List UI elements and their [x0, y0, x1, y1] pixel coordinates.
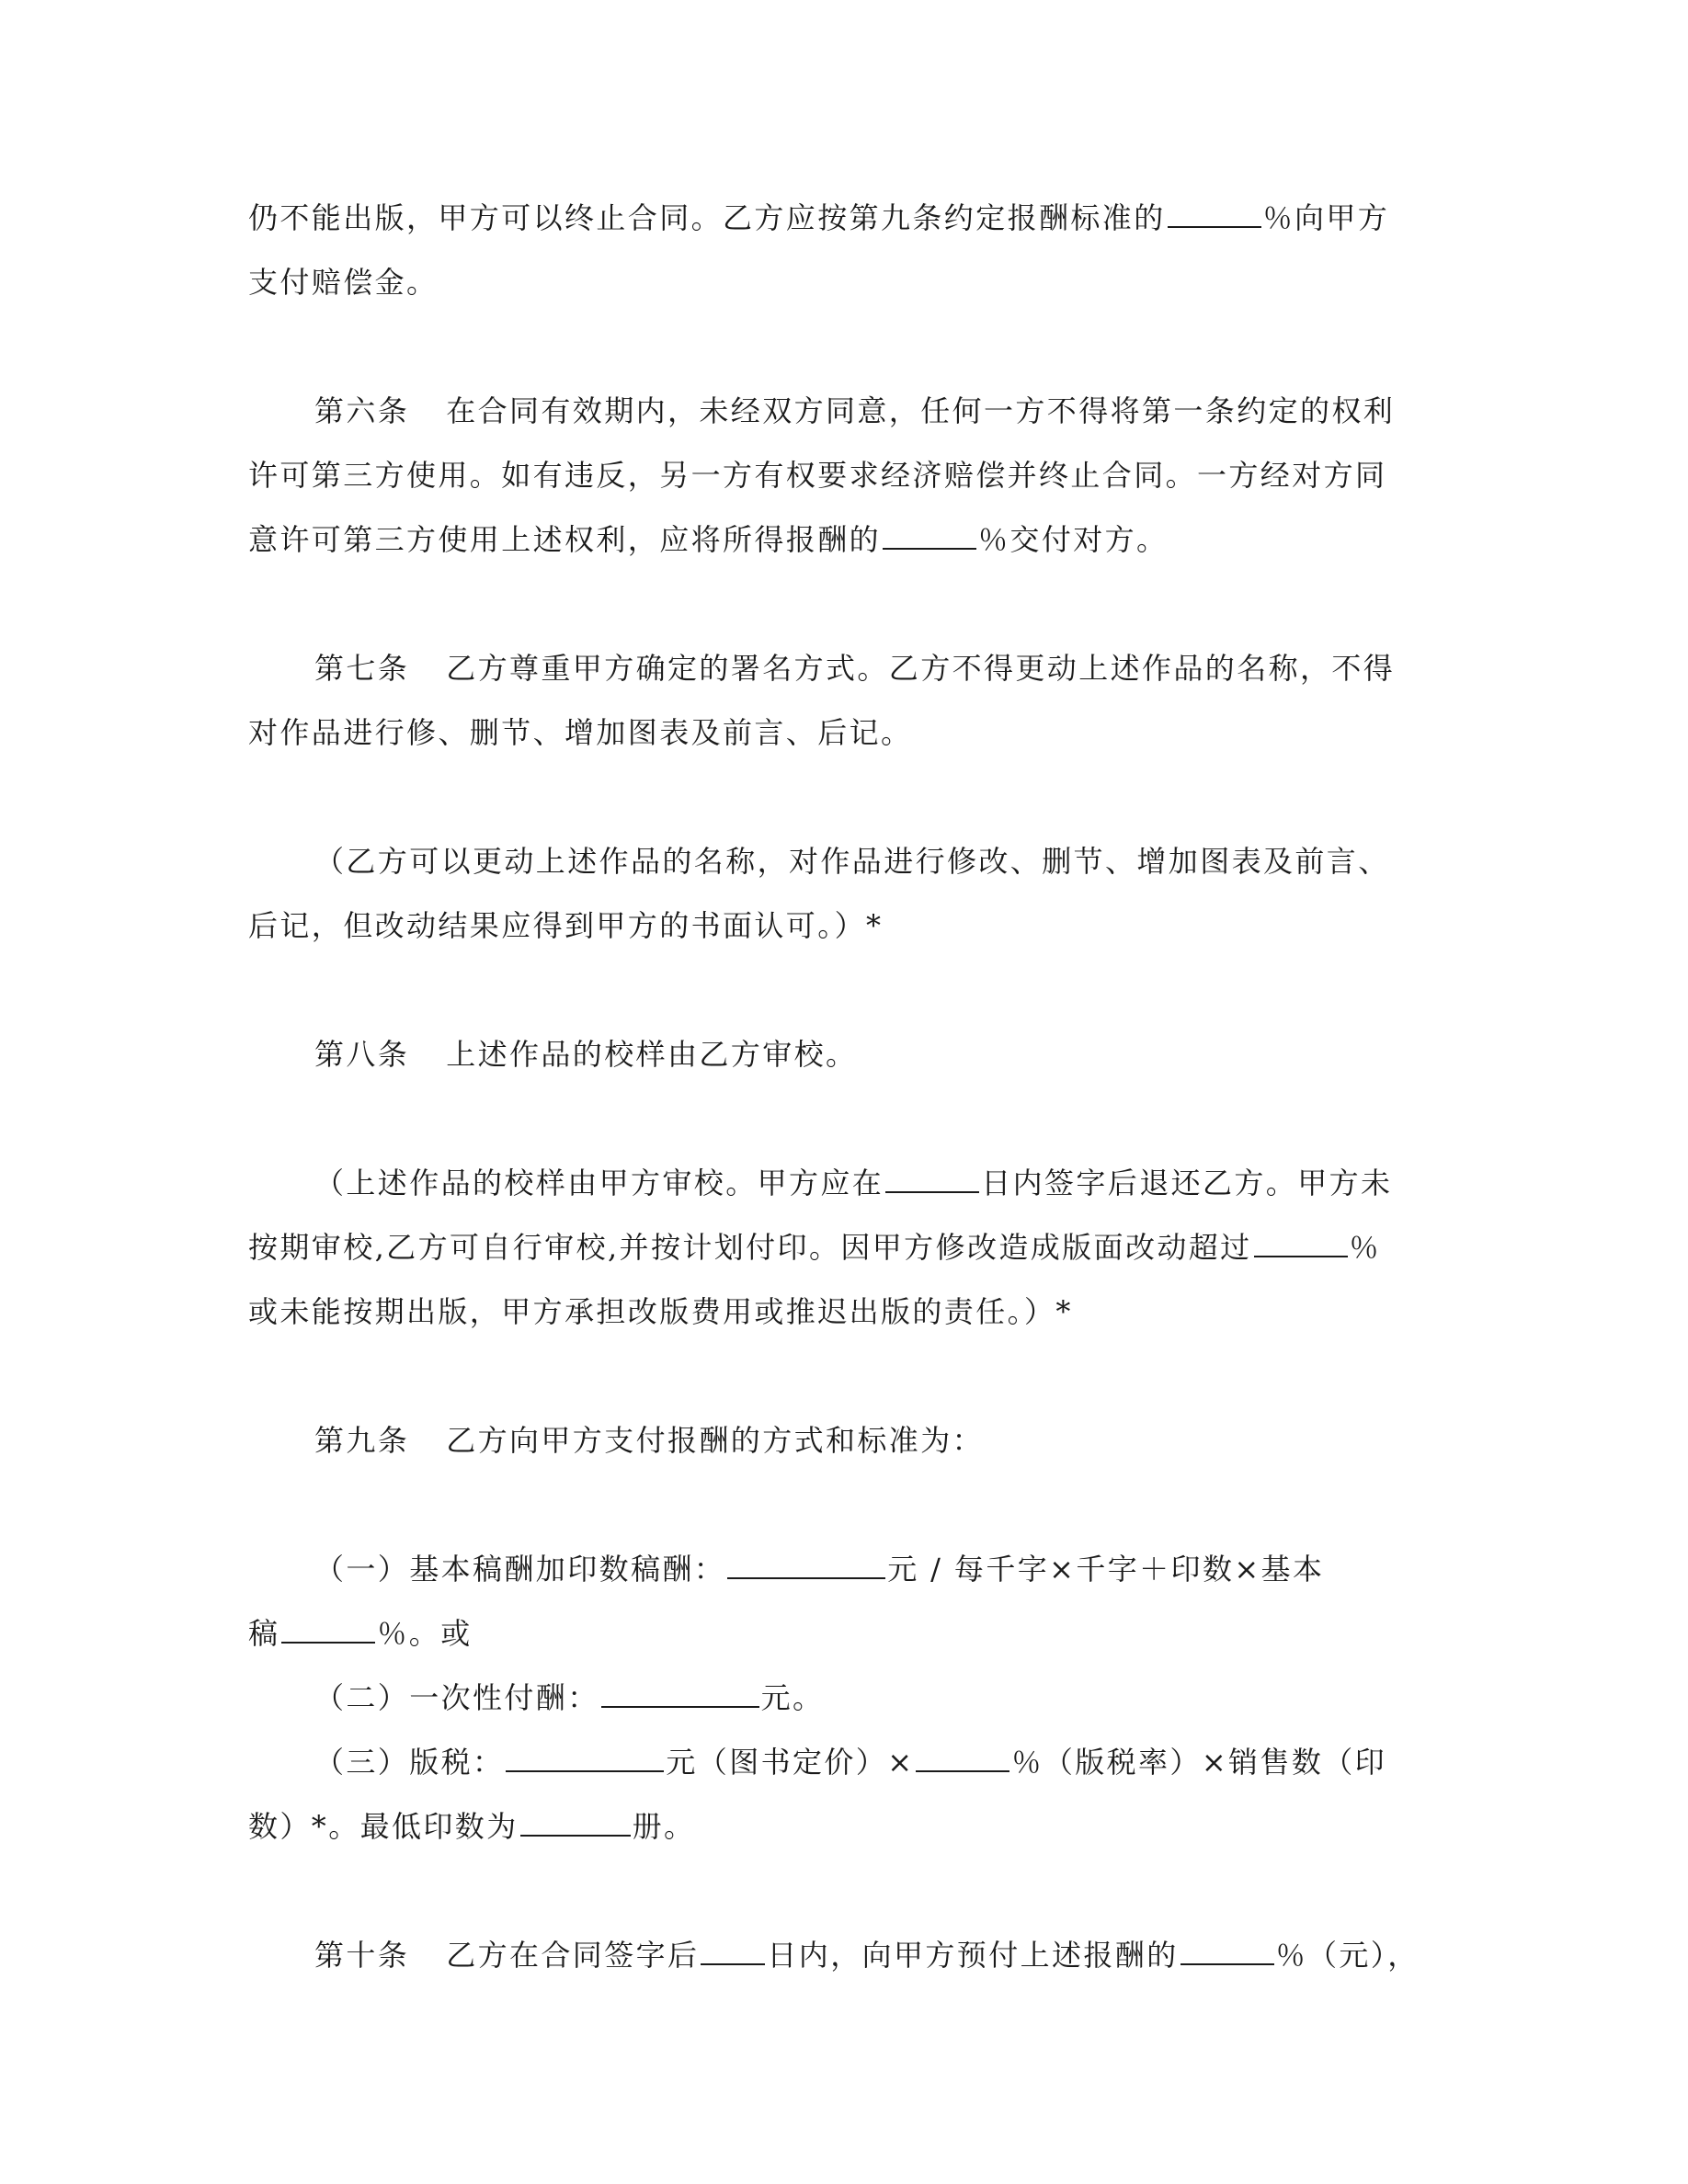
text-segment: 后记，但改动结果应得到甲方的书面认可。）* [248, 908, 884, 943]
blank-percent [281, 1614, 375, 1644]
text-segment: 元 / 每千字×千字＋印数×基本 [887, 1552, 1325, 1587]
text-segment: 上述作品的校样由乙方审校。 [446, 1037, 858, 1072]
blank-min-print [520, 1807, 631, 1837]
text-segment: （二）一次性付酬： [314, 1680, 599, 1715]
article6-line-3 [248, 518, 1453, 561]
blank-percent [916, 1743, 1009, 1772]
article10-line-1 [314, 1934, 1454, 1976]
article8-line-1 [314, 1033, 1454, 1075]
text-segment: 对作品进行修、删节、增加图表及前言、后记。 [248, 715, 913, 750]
article8-alternative-line-3 [248, 1291, 1453, 1333]
text-segment: （一）基本稿酬加印数稿酬： [314, 1552, 726, 1587]
text-segment: 乙方尊重甲方确定的署名方式。乙方不得更动上述作品的名称，不得 [446, 651, 1396, 686]
text-segment: 元（图书定价）× [666, 1745, 915, 1780]
text-segment: 日内，向甲方预付上述报酬的 [767, 1938, 1179, 1973]
text-segment: ％（版税率）×销售数（印 [1011, 1745, 1387, 1780]
blank-percent [883, 520, 976, 550]
article5-continuation-line-1 [248, 197, 1453, 239]
blank-days [701, 1936, 765, 1965]
text-segment: 意许可第三方使用上述权利，应将所得报酬的 [248, 522, 882, 557]
text-segment: ％ [1349, 1230, 1381, 1265]
article7-alternative-line-1 [314, 840, 1454, 882]
article10-heading: 第十条 [314, 1938, 410, 1973]
article9-line-1 [314, 1419, 1454, 1462]
text-segment: ％交付对方。 [978, 522, 1169, 557]
text-segment: 稿 [248, 1616, 280, 1651]
text-segment: 元。 [760, 1680, 825, 1715]
text-segment: 册。 [632, 1809, 696, 1844]
text-segment: 按期审校,乙方可自行审校,并按计划付印。因甲方修改造成版面改动超过 [248, 1230, 1252, 1265]
article8-alternative-line-1 [314, 1162, 1454, 1204]
article9-item1-line-1 [314, 1548, 1454, 1590]
blank-amount [601, 1678, 759, 1708]
text-segment: ％向甲方 [1262, 200, 1390, 235]
text-segment: ％（元）， [1275, 1938, 1420, 1973]
article9-item2-line [314, 1677, 1454, 1719]
text-segment: （三）版税： [314, 1745, 505, 1780]
article7-line-2 [248, 711, 1453, 754]
text-segment: 支付赔偿金。 [248, 265, 439, 300]
text-segment: 仍不能出版，甲方可以终止合同。乙方应按第九条约定报酬标准的 [248, 200, 1166, 235]
article6-line-2 [248, 454, 1453, 496]
text-segment: 或未能按期出版，甲方承担改版费用或推迟出版的责任。）* [248, 1294, 1073, 1329]
text-segment: （上述作品的校样由甲方审校。甲方应在 [314, 1166, 884, 1200]
article9-heading: 第九条 [314, 1423, 410, 1458]
article9-item3-line-1 [314, 1741, 1454, 1783]
blank-amount [727, 1550, 885, 1579]
blank-days [885, 1164, 979, 1193]
text-segment: 在合同有效期内，未经双方同意，任何一方不得将第一条约定的权利 [446, 393, 1396, 428]
blank-percent [1168, 199, 1261, 228]
blank-percent [1254, 1228, 1348, 1257]
text-segment: 许可第三方使用。如有违反，另一方有权要求经济赔偿并终止合同。一方经对方同 [248, 458, 1387, 493]
article7-alternative-line-2 [248, 904, 1453, 947]
article7-heading: 第七条 [314, 651, 410, 686]
article9-item1-line-2 [248, 1612, 1453, 1655]
text-segment: 乙方在合同签字后 [446, 1938, 700, 1973]
blank-percent [1180, 1936, 1274, 1965]
article8-heading: 第八条 [314, 1037, 410, 1072]
text-segment: 数）*。最低印数为 [248, 1809, 519, 1844]
article8-alternative-line-2 [248, 1226, 1453, 1268]
article6-line-1 [314, 390, 1454, 432]
blank-price [506, 1743, 664, 1772]
article6-heading: 第六条 [314, 393, 410, 428]
text-segment: ％。或 [377, 1616, 473, 1651]
article7-line-1 [314, 647, 1454, 689]
article9-item3-line-2 [248, 1805, 1453, 1848]
text-segment: （乙方可以更动上述作品的名称，对作品进行修改、删节、增加图表及前言、 [314, 844, 1390, 879]
text-segment: 日内签字后退还乙方。甲方未 [981, 1166, 1393, 1200]
article5-continuation-line-2 [248, 261, 1453, 303]
text-segment: 乙方向甲方支付报酬的方式和标准为： [446, 1423, 985, 1458]
